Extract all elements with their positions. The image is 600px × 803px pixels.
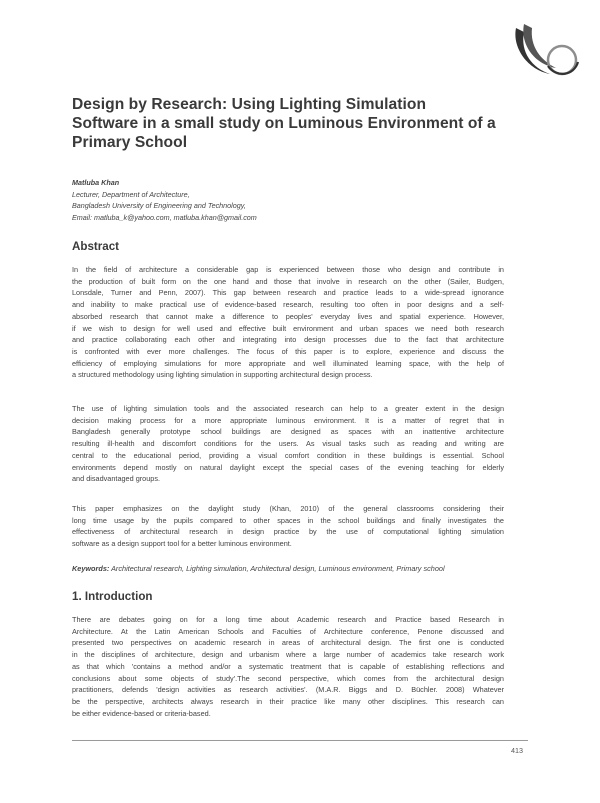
text-line: conclusions about some objects of study'.The second perspective, which comes from the architectural design <box>72 673 504 683</box>
text-line: the production of built form on the one hand and those that involve in research on the other (Sailer, Budgen, <box>72 276 504 286</box>
text-line: a structured methodology using lighting simulation in supporting architectural design process. <box>72 370 373 380</box>
text-line: if we wish to design for well used and effective built environment and urban spaces we need both research <box>72 323 504 333</box>
text-line: long time usage by the pupils compared to other spaces in the school buildings and finally investigates the <box>72 515 504 525</box>
author-institution: Bangladesh University of Engineering and Technology, <box>72 201 246 211</box>
text-line: as that which 'contains a method and/or a systematic treatment that is capable of establishing reflections and <box>72 661 504 671</box>
text-line: central to the educational period, providing a visual comfort condition in these buildings is essential. School <box>72 450 504 460</box>
abstract-paragraph-1 <box>72 264 504 381</box>
abstract-heading: Abstract <box>72 240 120 253</box>
title-line: Software in a small study on Luminous Environment of a <box>72 115 496 132</box>
text-line: Architecture. At the Latin American Schools and Faculties of Architecture conference, Penone discussed and <box>72 626 504 636</box>
text-line: Bangladesh generally prototype school buildings are designed as spaces with an inattentive architecture <box>72 427 504 437</box>
text-line: software as a design support tool for a better luminous environment. <box>72 539 292 549</box>
text-line: effectiveness of architectural research in design practice by the use of computational lighting simulation <box>72 527 504 537</box>
text-line: There are debates going on for a long time about Academic research and Practice based Research in <box>72 615 504 624</box>
text-line: practitioners, defends 'design activities as research activities'. (M.A.R. Biggs and D. Büchler. 2008) Whatever <box>72 685 504 695</box>
text-line: in the disciplines of architecture, design and urbanism where a large number of academics take research work <box>72 650 504 660</box>
author-name: Matluba Khan <box>72 178 120 187</box>
footer-divider <box>72 740 528 741</box>
title-line: Primary School <box>72 134 188 151</box>
abstract-paragraph-2 <box>72 403 504 485</box>
text-line: This paper emphasizes on the daylight study (Khan, 2010) of the general classrooms considering their <box>72 504 504 513</box>
abstract-paragraph-3 <box>72 503 504 550</box>
introduction-heading: 1. Introduction <box>72 590 153 603</box>
author-email: Email: matluba_k@yahoo.com, matluba.khan@gmail.com <box>72 212 257 222</box>
text-line: absorbed research that cannot make a difference to peoples' everyday lives and spatial experience. However, <box>72 311 504 321</box>
text-line: In the field of architecture a considerable gap is experienced between those who design and contribute in <box>72 265 504 274</box>
keywords-label: Keywords: <box>72 564 110 573</box>
text-line: is confronted with ever more challenges. The focus of this paper is to explore, experience and discuss the <box>72 346 504 356</box>
text-line: and practice collaborating each other and integrating into design processes due to the fact that architecture <box>72 335 504 345</box>
text-line: efficiency of employing simulations for more appropriate and well illuminated learning space, with the help of <box>72 358 504 368</box>
text-line: The use of lighting simulation tools and the associated research can help to a greater extent in the design <box>72 404 504 413</box>
text-line: be the perspective, architects always research in their practice like many other disciplines. This research can <box>72 696 504 706</box>
author-position: Lecturer, Department of Architecture, <box>72 189 190 199</box>
text-line: be either evidence-based or criteria-based. <box>72 708 211 718</box>
text-line: and disadvantaged groups. <box>72 474 161 484</box>
author-block <box>72 177 532 223</box>
title-line: Design by Research: Using Lighting Simulation <box>72 96 427 113</box>
paper-title <box>72 95 532 152</box>
text-line: and inability to make practical use of evidence-based research, resulting too often in poor designs and a self- <box>72 300 504 310</box>
text-line: environments depend mostly on natural daylight except the special cases of the evening teaching for elderly <box>72 462 504 472</box>
page-number: 413 <box>511 746 523 755</box>
keywords-text: Architectural research, Lighting simulation, Architectural design, Luminous environment, Primary school <box>109 564 445 573</box>
text-line: presented two perspectives on academic research in areas of architectural design. The first one is conducted <box>72 638 504 648</box>
text-line: resulting ill-health and discomfort conditions for the users. As visual tasks such as reading and writing are <box>72 439 504 449</box>
journal-logo-icon <box>510 18 582 80</box>
introduction-paragraph-1 <box>72 614 504 719</box>
keywords <box>72 563 522 575</box>
text-line: decision making process for a more appropriate luminous environment. It is a matter of regret that in <box>72 415 504 425</box>
text-line: Lonsdale, Turner and Penn, 2007). This gap between research and practice leads to a wide-spread ignorance <box>72 288 504 298</box>
